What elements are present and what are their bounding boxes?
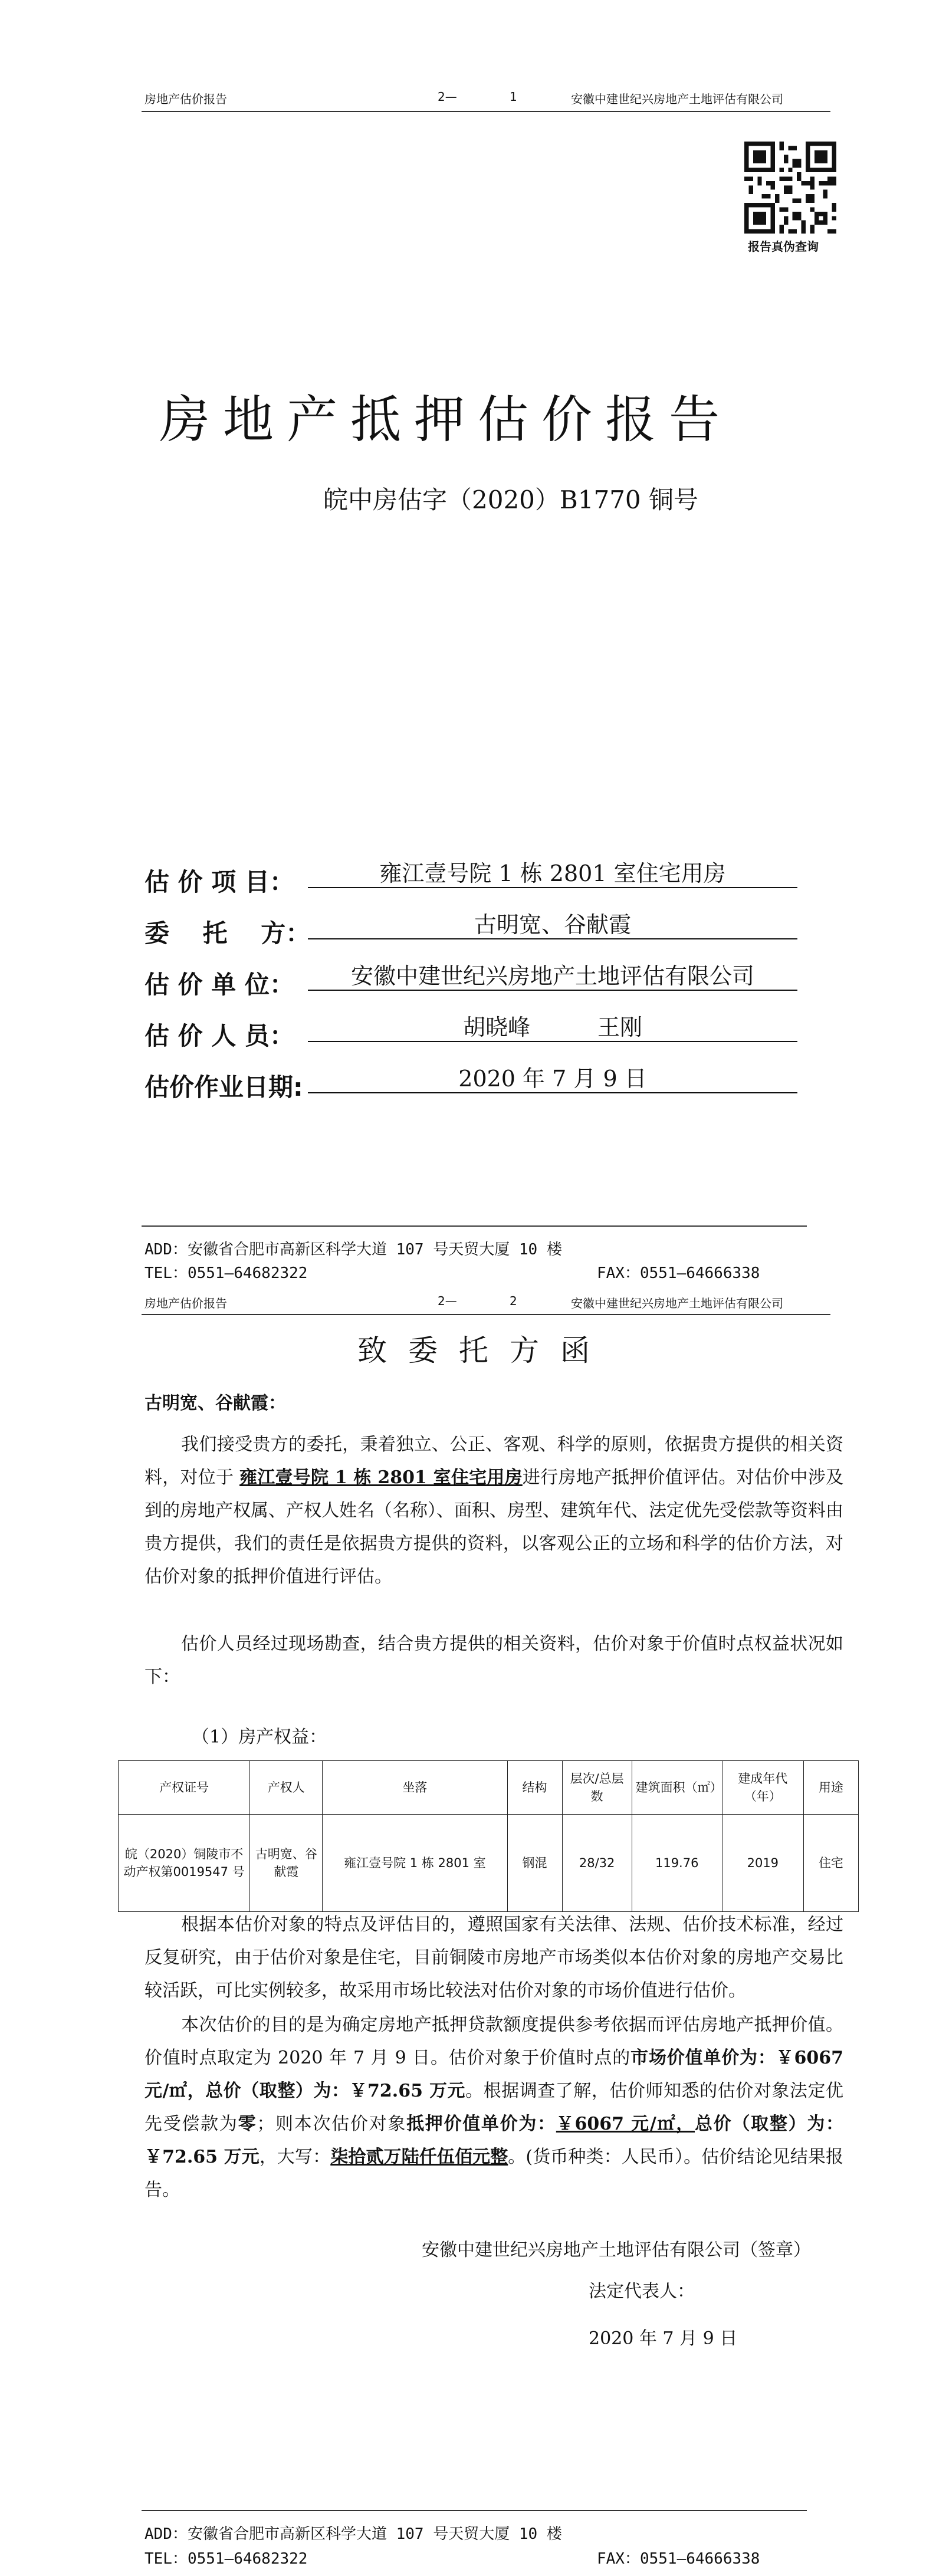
header-page-number: 1: [510, 90, 517, 104]
footer-rule: [142, 2510, 807, 2511]
cell-owner: 古明宽、谷献霞: [250, 1815, 323, 1912]
letter-heading: 致委托方函: [357, 1333, 611, 1368]
footer-address: ADD：安徽省合肥市高新区科学大道 107 号天贸大厦 10 楼: [144, 2525, 562, 2543]
cell-location: 雍江壹号院 1 栋 2801 室: [323, 1815, 507, 1912]
cell-structure: 钢混: [507, 1815, 562, 1912]
info-label-client: 委 托 方：: [144, 919, 311, 948]
report-number: 皖中房估字（2020）B1770 铜号: [323, 485, 698, 514]
info-label-appraisers: 估 价 人 员：: [144, 1021, 294, 1050]
table-header-row: [119, 1761, 859, 1815]
mortgage-total: 总价（取整）为：￥72.65 万元: [144, 2114, 844, 2167]
column-header: 用途: [803, 1761, 858, 1815]
legal-representative: 法定代表人：: [589, 2281, 695, 2302]
paragraph-text: 进行房地产抵押价值评估。对估价中涉及到的房地产权属、产权人姓名（名称）、面积、房型、建筑年代、法定优先受偿款等资料由贵方提供，我们的责任是依据贵方提供的资料，以客观公正的立场和科学的估价方法，对估价对象的抵押价值进行评估。: [144, 1467, 844, 1587]
mortgage-unit-label: 抵押价值单价为：: [406, 2114, 556, 2134]
paragraph-text: 。根据调查了解，估价师知悉的估价对象法定优先受偿款为: [144, 2081, 843, 2134]
cell-year: 2019: [722, 1815, 803, 1912]
info-label-date: 估价作业日期:: [144, 1073, 303, 1102]
column-header: 层次/总层数: [562, 1761, 632, 1815]
market-value: 市场价值单价为：￥6067 元/㎡，总价（取整）为：￥72.65 万元: [144, 2048, 843, 2101]
column-header: 坐落: [323, 1761, 507, 1815]
paragraph-survey: 估价人员经过现场勘查，结合贵方提供的相关资料，估价对象于价值时点权益状况如下：: [144, 1634, 843, 1687]
column-header: 产权人: [250, 1761, 323, 1815]
info-value-project: 雍江壹号院 1 栋 2801 室住宅用房: [308, 860, 797, 888]
cell-certificate-no: 皖（2020）铜陵市不动产权第0019547 号: [119, 1815, 250, 1912]
header-pager: 2—: [438, 90, 457, 104]
report-title: 房地产抵押估价报告: [159, 390, 733, 449]
info-value-date: 2020 年 7 月 9 日: [308, 1065, 797, 1093]
header-left: 房地产估价报告: [144, 92, 227, 106]
rights-title: （1）房产权益：: [192, 1727, 327, 1747]
paragraph-text: 我们接受贵方的委托，秉着独立、公正、客观、科学的原则，依据贵方提供的相关资料，对位于: [144, 1434, 843, 1488]
footer-address: ADD：安徽省合肥市高新区科学大道 107 号天贸大厦 10 楼: [144, 1241, 562, 1259]
table-row: [119, 1815, 859, 1912]
info-label-project: 估 价 项 目：: [144, 868, 294, 896]
info-value-client: 古明宽、谷献霞: [308, 911, 797, 939]
footer-fax: FAX：0551—64666338: [597, 2550, 760, 2568]
salutation: 古明宽、谷献霞：: [144, 1393, 286, 1414]
paragraph-commission: [144, 1428, 843, 1593]
amount-in-words: 柒拾贰万陆仟伍佰元整: [330, 2147, 508, 2167]
property-rights-table: [118, 1760, 859, 1912]
letter-date: 2020 年 7 月 9 日: [589, 2328, 738, 2349]
info-label-firm: 估 价 单 位：: [144, 970, 294, 999]
priority-claim: 零: [238, 2114, 257, 2134]
header-right: 安徽中建世纪兴房地产土地评估有限公司: [571, 1296, 783, 1310]
paragraph-text: 本次估价的目的是为确定房地产抵押贷款额度提供参考依据而评估房地产抵押价值。价值时点取定为 2020 年 7 月 9 日。估价对象于价值时点的: [144, 2015, 843, 2068]
info-value-firm: 安徽中建世纪兴房地产土地评估有限公司: [308, 962, 797, 991]
header-rule: [142, 1314, 830, 1315]
header-page-number: 2: [510, 1294, 517, 1308]
footer-tel: TEL：0551—64682322: [144, 1264, 308, 1282]
cell-area: 119.76: [632, 1815, 722, 1912]
paragraph-method: 根据本估价对象的特点及评估目的，遵照国家有关法律、法规、估价技术标准，经过反复研究，由于估价对象是住宅，目前铜陵市房地产市场类似本估价对象的房地产交易比较活跃，可比实例较多，故采用市场比较法对估价对象的市场价值进行估价。: [144, 1914, 843, 2001]
cell-floor: 28/32: [562, 1815, 632, 1912]
paragraph-text: ；则本次估价对象: [257, 2114, 407, 2134]
footer-fax: FAX：0551—64666338: [597, 1264, 760, 1282]
paragraph-text: 。(货币种类：人民币）。估价结论见结果报告。: [144, 2147, 843, 2200]
info-value-appraisers: 胡晓峰 王刚: [308, 1014, 797, 1042]
column-header: 结构: [507, 1761, 562, 1815]
paragraph-text: ，大写：: [259, 2147, 331, 2167]
header-left: 房地产估价报告: [144, 1296, 227, 1310]
footer-tel: TEL：0551—64682322: [144, 2550, 308, 2568]
column-header: 产权证号: [119, 1761, 250, 1815]
column-header: 建筑面积（㎡）: [632, 1761, 722, 1815]
header-pager: 2—: [438, 1294, 457, 1308]
qr-caption: 报告真伪查询: [748, 239, 819, 254]
paragraph-conclusion: [144, 2009, 843, 2207]
property-address: 雍江壹号院 1 栋 2801 室住宅用房: [239, 1467, 523, 1488]
cell-usage: 住宅: [803, 1815, 858, 1912]
company-signature: 安徽中建世纪兴房地产土地评估有限公司（签章）: [422, 2240, 811, 2260]
header-right: 安徽中建世纪兴房地产土地评估有限公司: [571, 92, 783, 106]
column-header: 建成年代（年）: [722, 1761, 803, 1815]
mortgage-unit-value: ￥6067 元/㎡，: [556, 2114, 695, 2134]
